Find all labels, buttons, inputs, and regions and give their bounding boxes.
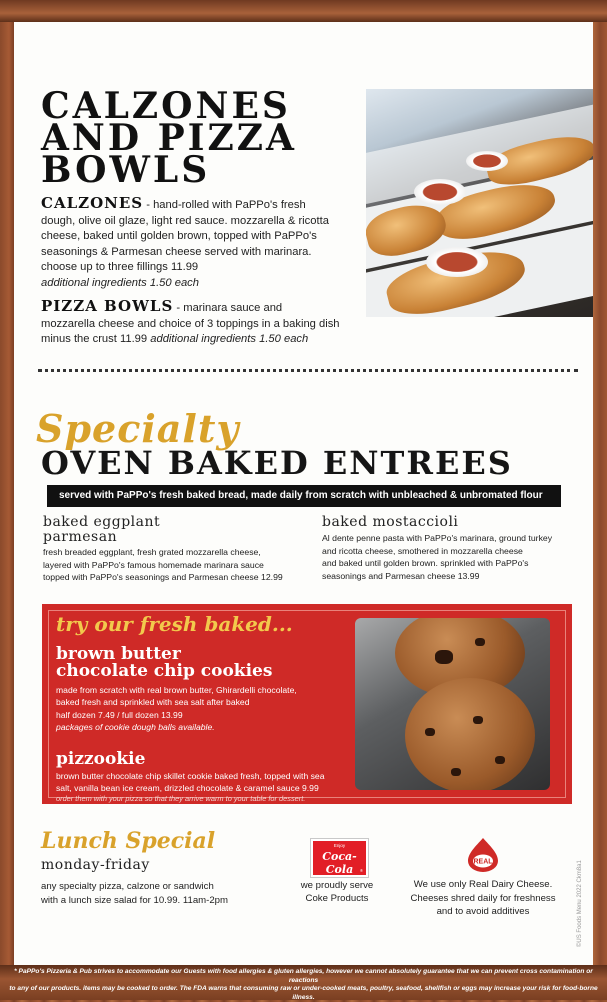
chocolate-chip: [475, 638, 485, 646]
pizza-bowls-price: minus the crust 11.99: [41, 333, 151, 345]
calzones-desc: seasonings & Parmesan cheese served with marinara.: [41, 245, 312, 258]
title-line: CALZONES: [41, 85, 291, 127]
pizza-bowls-name: PIZZA BOWLS: [41, 297, 174, 315]
eggplant-desc-line: layered with PaPPo's famous homemade marinara sauce: [43, 559, 264, 570]
title-line: AND PIZZA: [41, 117, 297, 159]
pizza-bowls-additional: additional ingredients 1.50 each: [150, 333, 309, 345]
lunch-desc-line: any specialty pizza, calzone or sandwich: [41, 881, 214, 892]
pizza-bowls-desc: - marinara sauce and: [173, 302, 283, 314]
cookies-price: half dozen 7.49 / full dozen 13.99: [56, 709, 183, 720]
calzones-item: [41, 196, 361, 291]
fresh-baked-box: [42, 604, 572, 804]
cookies-note: packages of cookie dough balls available.: [56, 721, 215, 732]
mostaccioli-desc-line: and ricotta cheese, smothered in mozzarella cheese: [322, 545, 523, 556]
mostaccioli-desc-line: Al dente penne pasta with PaPPo's marinara, ground turkey: [322, 533, 553, 543]
eggplant-desc: [43, 546, 323, 584]
coke-desc: [294, 879, 380, 905]
wood-frame-top: [0, 0, 607, 22]
calzones-name: CALZONES: [41, 194, 144, 212]
coke-desc-line: Coke Products: [305, 893, 369, 904]
lunch-days: monday-friday: [41, 857, 150, 873]
pizza-bowls-desc: mozzarella cheese and choice of 3 toppings in a baking dish: [41, 317, 340, 330]
chocolate-chip: [435, 650, 453, 664]
marinara-cup: [426, 247, 488, 277]
eggplant-title-line: baked eggplant: [43, 514, 161, 530]
allergy-disclaimer: [4, 968, 603, 1002]
cookies-title-line: brown butter: [56, 644, 181, 664]
calzones-additional: additional ingredients 1.50 each: [41, 276, 199, 289]
coke-logo-text: Coca-Cola: [322, 850, 357, 876]
pizzookie-desc-line: salt, vanilla bean ice cream, drizzled chocolate & caramel sauce 9.99: [56, 783, 319, 794]
cookies-desc-line: baked fresh and sprinkled with sea salt after baked: [56, 697, 250, 708]
real-dairy-desc: [388, 878, 578, 919]
disclaimer-line: * PaPPo's Pizzeria & Pub strives to accommodate our Guests with food allergies & gluten allergies, however we cannot absolutely guarantee that we can prevent cross contamination or reactions: [14, 968, 593, 984]
mostaccioli-title: baked mostaccioli: [322, 514, 459, 530]
disclaimer-line: to any of our products. items may be cooked to order. The FDA warns that consuming raw or under-cooked meats, poultry, seafood, shellfish or eggs may increase your risk for food-borne illness.: [9, 985, 598, 1001]
calzones-photo: [366, 89, 593, 317]
pizzookie-title: pizzookie: [56, 749, 146, 769]
chocolate-chip: [425, 728, 435, 736]
real-seal-logo: [465, 837, 501, 873]
cookies-desc-line: made from scratch with real brown butter, Ghirardelli chocolate,: [56, 685, 297, 695]
pizza-bowls-item: [41, 299, 361, 348]
real-desc-line: We use only Real Dairy Cheese.: [413, 879, 553, 890]
calzones-desc: cheese, baked until golden brown, topped with PaPPo's: [41, 230, 317, 242]
specialty-script-heading: Specialty: [36, 406, 240, 451]
eggplant-title: [43, 515, 160, 545]
cookies-photo: [355, 618, 550, 790]
chocolate-chip: [473, 716, 483, 724]
eggplant-title-line: parmesan: [43, 529, 118, 545]
coke-desc-line: we proudly serve: [300, 880, 374, 891]
title-line: BOWLS: [41, 149, 211, 191]
section-title-calzones-pizza-bowls: [41, 85, 297, 191]
copyright-vertical: ©US Foods Menu 2022 Ckm8a1: [577, 860, 583, 947]
coke-enjoy-text: Enjoy: [333, 843, 346, 848]
menu-page: [14, 22, 593, 965]
real-seal-text: REAL: [473, 858, 493, 866]
marinara-cup: [466, 151, 508, 171]
try-fresh-baked-heading: try our fresh baked...: [56, 612, 293, 636]
mostaccioli-desc: [322, 532, 582, 582]
oven-baked-entrees-title: OVEN BAKED ENTREES: [41, 444, 513, 482]
pizzookie-desc-line: brown butter chocolate chip skillet cookie baked fresh, topped with sea: [56, 771, 325, 781]
mostaccioli-desc-line: and baked until golden brown. sprinkled with PaPPo's: [322, 558, 529, 568]
marinara-cup: [414, 179, 466, 205]
calzones-price: choose up to three fillings 11.99: [41, 261, 199, 273]
calzones-desc: dough, olive oil glaze, light red sauce. mozzarella & ricotta: [41, 214, 329, 227]
pizzookie-desc: [56, 770, 366, 795]
served-with-bar: served with PaPPo's fresh baked bread, made daily from scratch with unbleached & unbromated flour: [47, 485, 561, 507]
lunch-special-heading: Lunch Special: [41, 828, 216, 854]
lunch-desc-line: with a lunch size salad for 10.99. 11am-2pm: [41, 895, 228, 906]
lunch-desc: [41, 880, 228, 908]
real-desc-line: and to avoid additives: [436, 906, 530, 917]
eggplant-desc-line: fresh breaded eggplant, fresh grated mozzarella cheese,: [43, 547, 261, 557]
cookies-desc: [56, 684, 356, 733]
chocolate-chip: [495, 756, 505, 764]
mostaccioli-desc-line: seasonings and Parmesan cheese 13.99: [322, 570, 480, 581]
chocolate-chip: [451, 768, 461, 776]
trademark-mark: ®: [360, 868, 363, 873]
cookies-title: [56, 646, 272, 680]
coca-cola-logo: [311, 839, 368, 877]
real-desc-line: Cheeses shred daily for freshness: [410, 892, 556, 904]
dotted-divider: [38, 369, 578, 372]
calzones-desc: - hand-rolled with PaPPo's fresh: [143, 199, 306, 211]
order-note: order them with your pizza so that they arrive warm to your table for dessert.: [56, 794, 306, 803]
eggplant-desc-line: topped with PaPPo's seasonings and Parmesan cheese 12.99: [43, 572, 283, 582]
cookies-title-line: chocolate chip cookies: [56, 661, 273, 681]
